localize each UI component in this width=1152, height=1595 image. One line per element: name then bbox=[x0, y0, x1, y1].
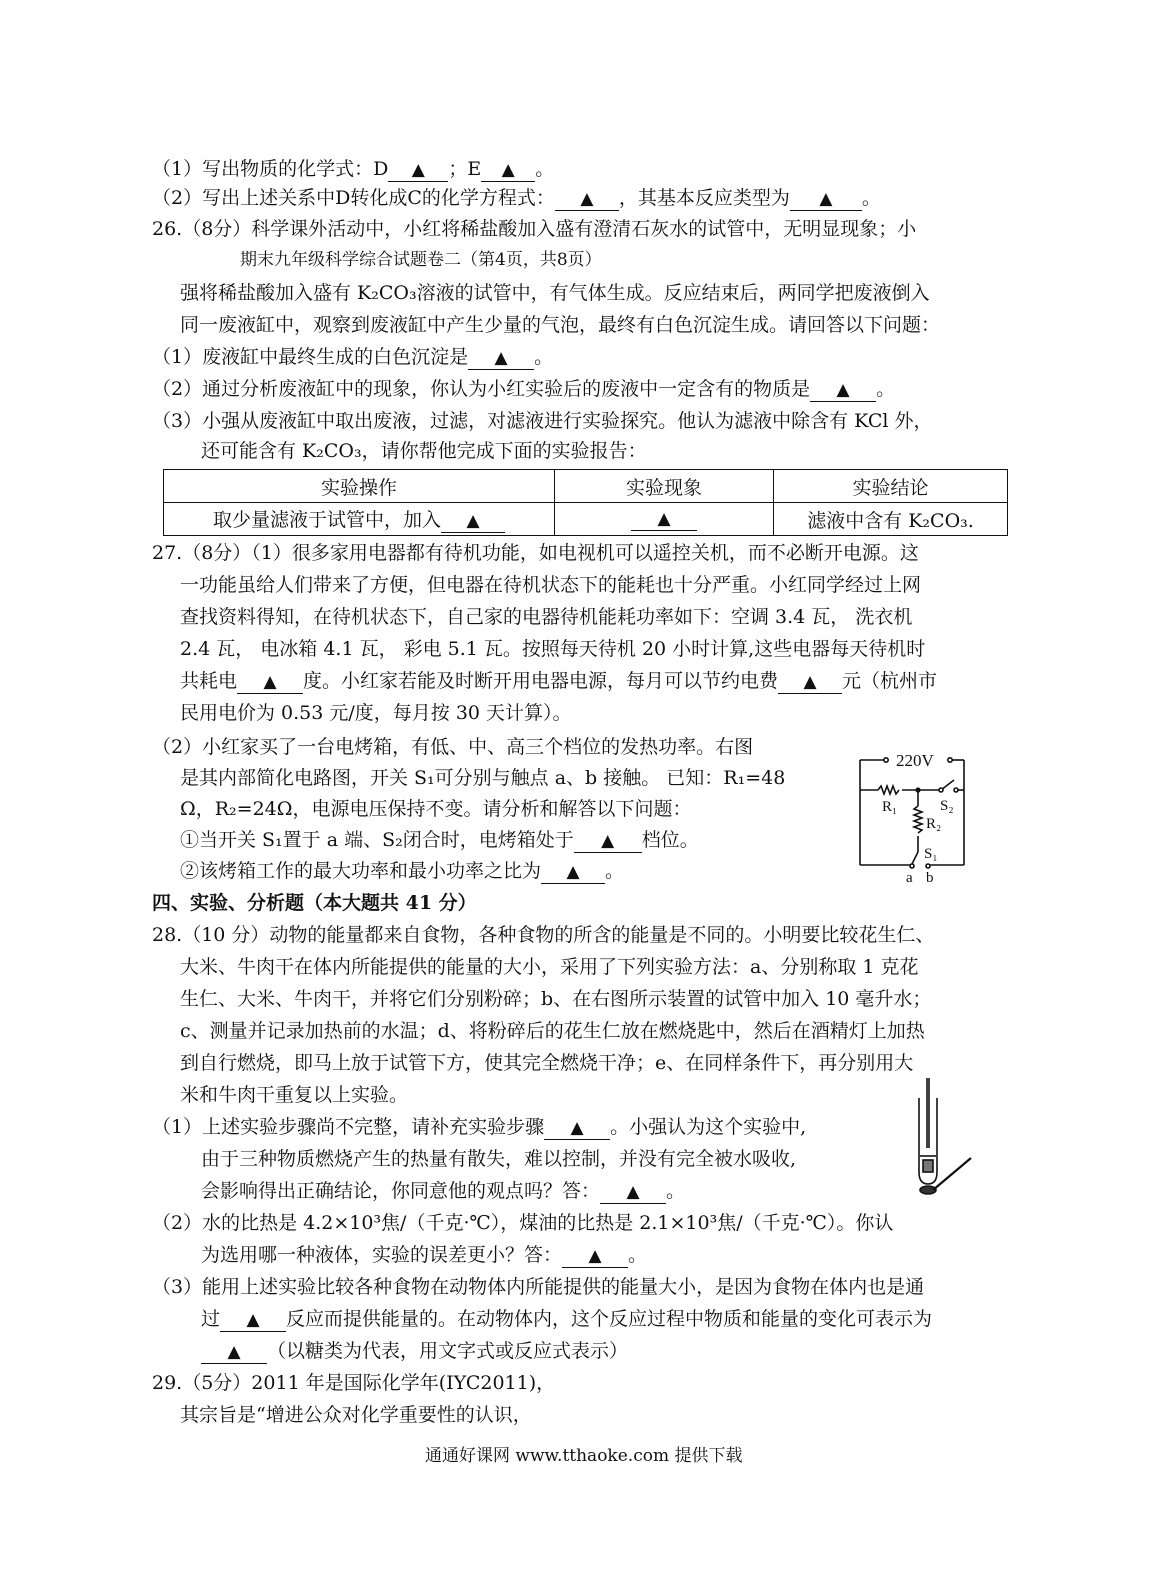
table-header-row bbox=[164, 470, 1008, 503]
question-28-part1 bbox=[152, 1115, 806, 1140]
answer-blank: ▲ bbox=[468, 346, 534, 370]
answer-blank: ▲ bbox=[555, 187, 619, 211]
text: 。 bbox=[534, 346, 554, 368]
answer-blank: ▲ bbox=[778, 670, 842, 694]
table-header: 实验现象 bbox=[555, 470, 774, 503]
question-26-part2 bbox=[152, 377, 895, 402]
experiment-report-table bbox=[163, 469, 1008, 536]
question-28-stem-4: c、测量并记录加热前的水温；d、将粉碎后的花生仁放在燃烧匙中，然后在酒精灯上加热 bbox=[180, 1020, 925, 1042]
question-27-part2-2: 是其内部简化电路图，开关 S₁可分别与触点 a、b 接触。 已知：R₁=48 bbox=[180, 767, 786, 789]
answer-blank: ▲ bbox=[541, 860, 605, 884]
text: （1）废液缸中最终生成的白色沉淀是 bbox=[152, 346, 469, 368]
question-28-part2: （2）水的比热是 4.2×10³焦/（千克·℃），煤油的比热是 2.1×10³焦/（千克·℃）。你认 bbox=[152, 1212, 894, 1234]
table-row bbox=[164, 503, 1008, 536]
answer-blank: ▲ bbox=[600, 1180, 666, 1204]
question-27-stem-4: 2.4 瓦， 电冰箱 4.1 瓦， 彩电 5.1 瓦。按照每天待机 20 小时计算,这些电器每天待机时 bbox=[180, 638, 926, 660]
text: 。小强认为这个实验中, bbox=[610, 1116, 807, 1138]
question-28-part2-2 bbox=[201, 1243, 647, 1268]
answer-blank: ▲ bbox=[237, 670, 303, 694]
text: （1）上述实验步骤尚不完整，请补充实验步骤 bbox=[152, 1116, 545, 1138]
text: 为选用哪一种液体，实验的误差更小？答： bbox=[201, 1244, 563, 1266]
contact-a-label: a bbox=[906, 870, 913, 885]
text: 。 bbox=[535, 158, 555, 180]
text: 共耗电 bbox=[180, 670, 238, 692]
text: 取少量滤液于试管中，加入 bbox=[212, 509, 441, 531]
question-27-part2-4 bbox=[180, 828, 699, 853]
text: 档位。 bbox=[641, 829, 699, 851]
page-footer: 通通好课网 www.tthaoke.com 提供下载 bbox=[425, 1446, 743, 1466]
question-25-part1 bbox=[152, 157, 554, 182]
text: ，其基本反应类型为 bbox=[618, 187, 790, 209]
table-cell bbox=[164, 503, 555, 536]
question-28-stem: 28.（10 分）动物的能量都来自食物，各种食物的所含的能量是不同的。小明要比较花生仁、 bbox=[152, 924, 935, 946]
r2-label: R₂ bbox=[926, 816, 942, 832]
question-28-stem-6: 米和牛肉干重复以上实验。 bbox=[180, 1084, 409, 1106]
question-26-stem-3: 同一废液缸中，观察到废液缸中产生少量的气泡，最终有白色沉淀生成。请回答以下问题： bbox=[180, 314, 941, 336]
answer-blank: ▲ bbox=[201, 1340, 267, 1364]
table-header: 实验操作 bbox=[164, 470, 555, 503]
s2-label: S₂ bbox=[940, 798, 954, 814]
s1-label: S₁ bbox=[924, 846, 938, 862]
answer-blank: ▲ bbox=[790, 187, 862, 211]
test-tube-apparatus bbox=[905, 1076, 985, 1204]
table-cell bbox=[555, 503, 774, 536]
question-28-part3-3 bbox=[201, 1339, 628, 1364]
r1-label: R₁ bbox=[882, 799, 898, 815]
question-26-part1 bbox=[152, 345, 553, 370]
text: ②该烤箱工作的最大功率和最小功率之比为 bbox=[180, 860, 542, 882]
table-header: 实验结论 bbox=[774, 470, 1008, 503]
question-29-stem-2: 其宗旨是“增进公众对化学重要性的认识， bbox=[180, 1404, 532, 1426]
question-27-stem-6: 民用电价为 0.53 元/度，每月按 30 天计算）。 bbox=[180, 702, 572, 724]
question-26-stem: 26.（8分）科学课外活动中，小红将稀盐酸加入盛有澄清石灰水的试管中，无明显现象；小 bbox=[152, 218, 917, 240]
question-27-stem-3: 查找资料得知，在待机状态下，自己家的电器待机能耗功率如下：空调 3.4 瓦， 洗衣机 bbox=[180, 606, 913, 628]
text: 度。小红家若能及时断开用电器电源，每月可以节约电费 bbox=[303, 670, 779, 692]
question-26-part3-2: 还可能含有 K₂CO₃，请你帮他完成下面的实验报告： bbox=[201, 440, 647, 462]
question-28-stem-3: 生仁、大米、牛肉干，并将它们分别粉碎；b、在右图所示装置的试管中加入 10 毫升水； bbox=[180, 988, 932, 1010]
question-29-stem: 29.（5分）2011 年是国际化学年(IYC2011)， bbox=[152, 1372, 556, 1394]
section-heading: 四、实验、分析题（本大题共 41 分） bbox=[152, 892, 477, 914]
question-28-part3: （3）能用上述实验比较各种食物在动物体内所能提供的能量大小，是因为食物在体内也是通 bbox=[152, 1276, 925, 1298]
answer-blank: ▲ bbox=[481, 158, 535, 182]
text: 会影响得出正确结论，你同意他的观点吗？答： bbox=[201, 1180, 601, 1202]
text: 反应而提供能量的。在动物体内，这个反应过程中物质和能量的变化可表示为 bbox=[286, 1308, 933, 1330]
question-28-part1-3 bbox=[201, 1179, 685, 1204]
answer-blank: ▲ bbox=[544, 1116, 610, 1140]
text: 过 bbox=[201, 1308, 221, 1330]
text: 。 bbox=[666, 1180, 686, 1202]
question-26-part3: （3）小强从废液缸中取出废液，过滤，对滤液进行实验探究。他认为滤液中除含有 KCl 外， bbox=[152, 410, 933, 432]
text: （2）写出上述关系中D转化成C的化学方程式： bbox=[152, 187, 555, 209]
question-26-stem-2: 强将稀盐酸加入盛有 K₂CO₃溶液的试管中，有气体生成。反应结束后，两同学把废液倒入 bbox=[180, 282, 930, 304]
text: 。 bbox=[876, 378, 896, 400]
question-25-part2 bbox=[152, 186, 881, 211]
answer-blank: ▲ bbox=[562, 1244, 628, 1268]
question-28-part3-2 bbox=[201, 1307, 932, 1332]
text: 元（杭州市 bbox=[842, 670, 938, 692]
text: 。 bbox=[861, 187, 881, 209]
answer-blank: ▲ bbox=[220, 1308, 286, 1332]
question-27-stem-2: 一功能虽给人们带来了方便，但电器在待机状态下的能耗也十分严重。小红同学经过上网 bbox=[180, 574, 922, 596]
text: （2）通过分析废液缸中的现象，你认为小红实验后的废液中一定含有的物质是 bbox=[152, 378, 811, 400]
text: 。 bbox=[628, 1244, 648, 1266]
question-28-part1-2: 由于三种物质燃烧产生的热量有散失，难以控制，并没有完全被水吸收, bbox=[201, 1148, 797, 1170]
contact-b-label: b bbox=[926, 870, 934, 885]
question-28-stem-5: 到自行燃烧，即马上放于试管下方，使其完全燃烧干净；e、在同样条件下，再分别用大 bbox=[180, 1052, 914, 1074]
answer-blank: ▲ bbox=[631, 507, 697, 531]
answer-blank: ▲ bbox=[388, 158, 448, 182]
question-27-part2-5 bbox=[180, 859, 624, 884]
circuit-diagram bbox=[846, 740, 986, 885]
voltage-label: 220V bbox=[896, 751, 934, 770]
answer-blank: ▲ bbox=[441, 509, 505, 533]
table-cell: 滤液中含有 K₂CO₃. bbox=[774, 503, 1008, 536]
question-27-part2-3: Ω，R₂=24Ω，电源电压保持不变。请分析和解答以下问题： bbox=[180, 798, 692, 820]
text: 。 bbox=[605, 860, 625, 882]
question-27-part2: （2）小红家买了一台电烤箱，有低、中、高三个档位的发热功率。右图 bbox=[152, 736, 754, 758]
question-27-stem-5 bbox=[180, 669, 937, 694]
text: （以糖类为代表，用文字式或反应式表示） bbox=[267, 1340, 629, 1362]
question-27-stem: 27.（8分）（1）很多家用电器都有待机功能，如电视机可以遥控关机，而不必断开电源。这 bbox=[152, 542, 919, 564]
question-28-stem-2: 大米、牛肉干在体内所能提供的能量的大小，采用了下列实验方法：a、分别称取 1 克花 bbox=[180, 956, 919, 978]
answer-blank: ▲ bbox=[574, 829, 642, 853]
text: ①当开关 S₁置于 a 端、S₂闭合时，电烤箱处于 bbox=[180, 829, 574, 851]
text: （1）写出物质的化学式：D bbox=[152, 158, 389, 180]
answer-blank: ▲ bbox=[810, 378, 876, 402]
text: ；E bbox=[448, 158, 482, 180]
page-header: 期末九年级科学综合试题卷二（第4页，共8页） bbox=[240, 250, 602, 270]
